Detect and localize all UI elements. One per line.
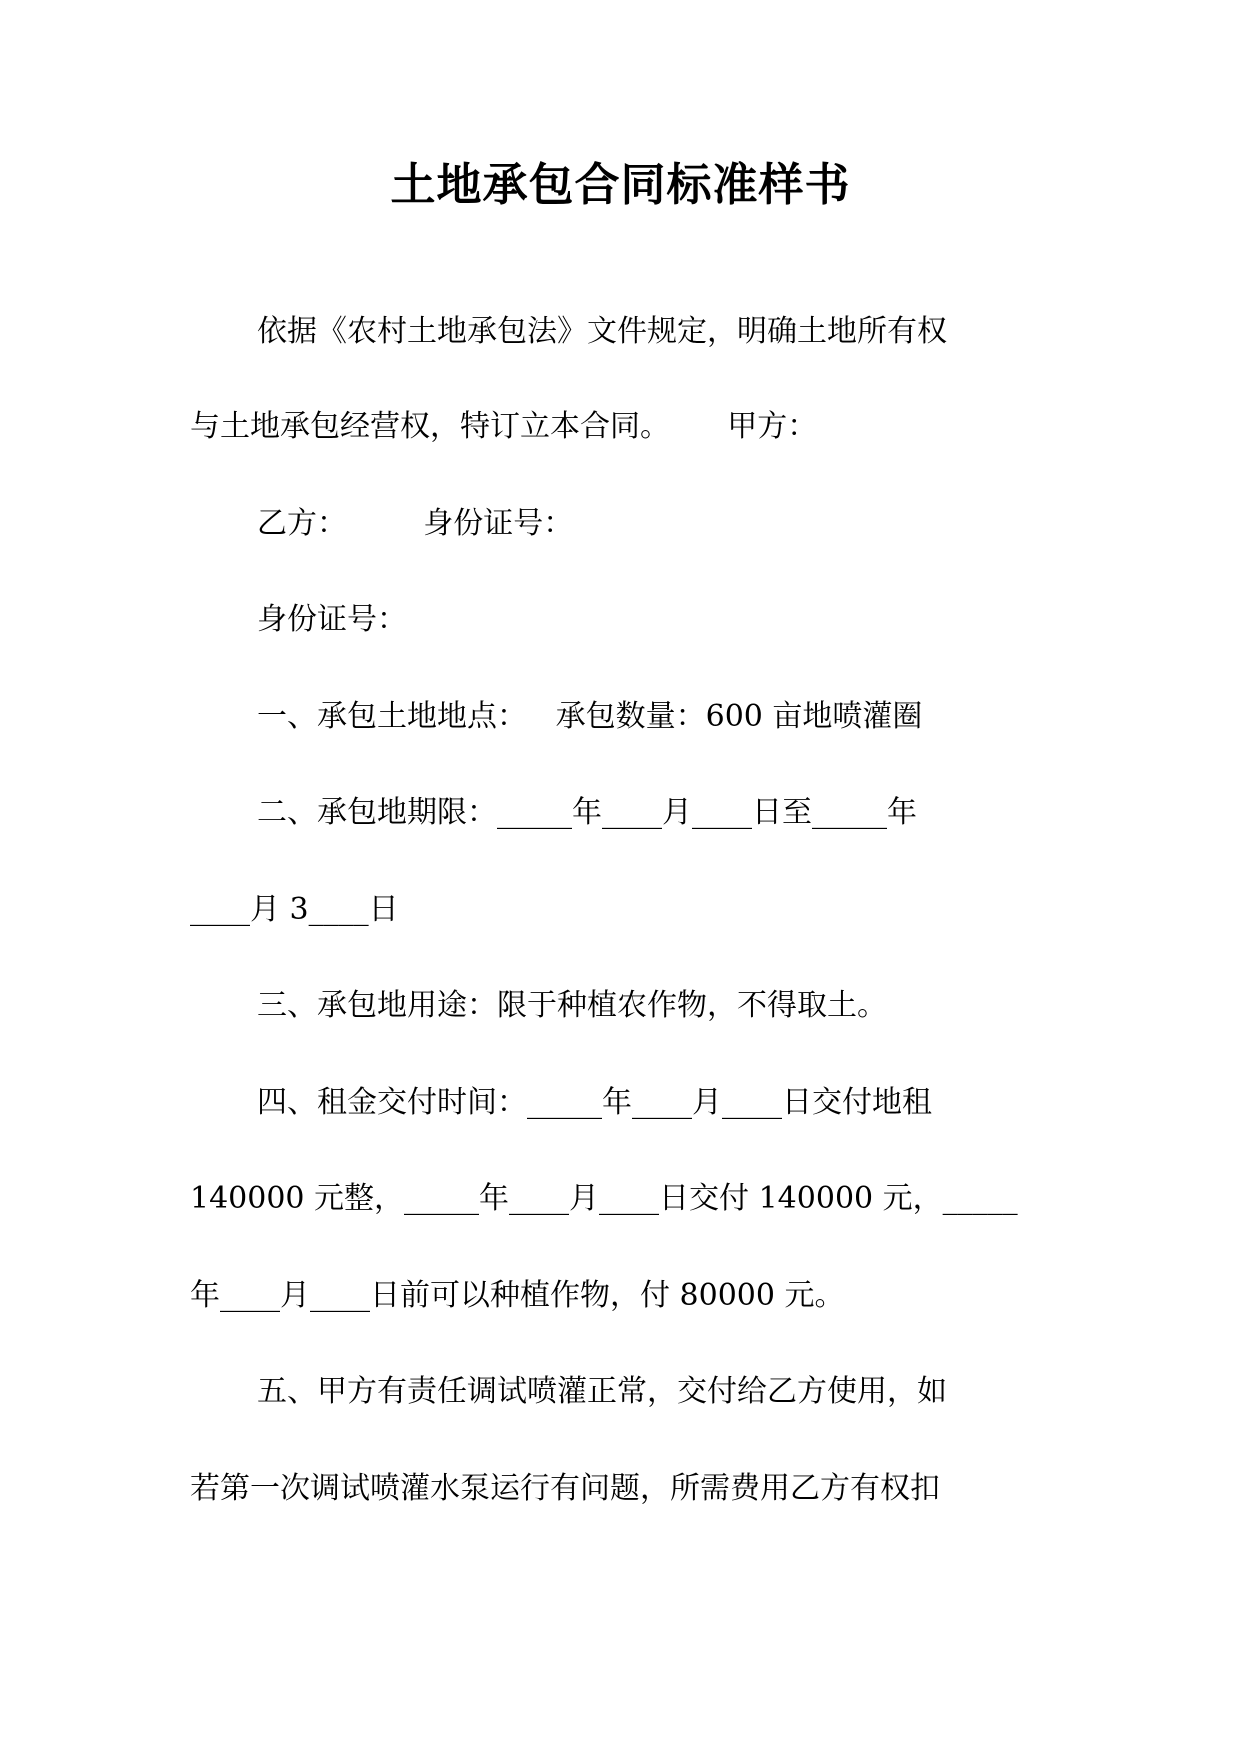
clause-3-line: 三、承包地用途：限于种植农作物，不得取土。 [257,988,887,1023]
paragraph-line: 与土地承包经营权，特订立本合同。 甲方： [190,409,818,444]
clause-2-continuation: ____月 3____日 [190,892,399,927]
clause-1-line: 一、承包土地地点： 承包数量：600 亩地喷灌圈 [257,699,923,734]
clause-4-continuation: 140000 元整，_____年____月____日交付 140000 元，_____ [190,1181,1018,1216]
paragraph-line: 乙方： 身份证号： [257,506,574,541]
clause-4-line: 四、租金交付时间：_____年____月____日交付地租 [257,1085,932,1120]
clause-5-line: 五、甲方有责任调试喷灌正常，交付给乙方使用，如 [257,1374,947,1409]
clause-4-continuation: 年____月____日前可以种植作物，付 80000 元。 [190,1278,845,1313]
paragraph-line: 身份证号： [257,602,407,637]
clause-5-continuation: 若第一次调试喷灌水泵运行有问题，所需费用乙方有权扣 [190,1471,940,1506]
document-title: 土地承包合同标准样书 [390,158,851,211]
paragraph-line: 依据《农村土地承包法》文件规定，明确土地所有权 [257,314,947,349]
clause-2-line: 二、承包地期限：_____年____月____日至_____年 [257,795,917,830]
